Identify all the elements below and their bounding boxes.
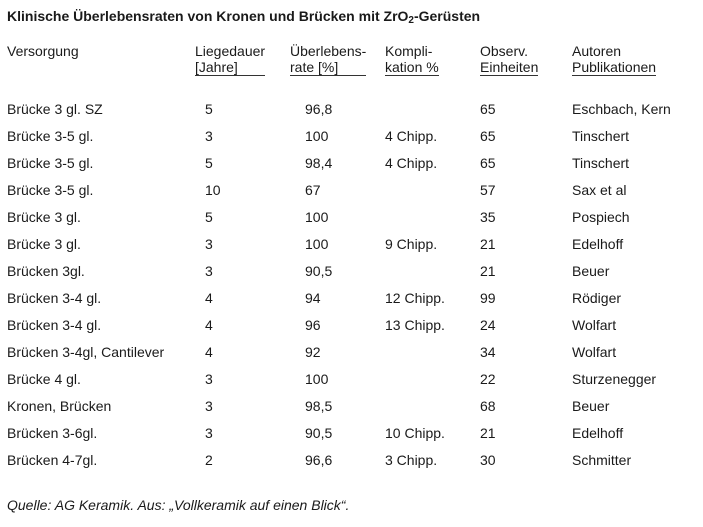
cell-einheiten: 65 — [480, 128, 496, 144]
cell-einheiten: 21 — [480, 263, 496, 279]
header-versorgung: Versorgung — [7, 43, 79, 59]
header-liegedauer: Liegedauer [Jahre] — [195, 43, 266, 75]
cell-liegedauer: 3 — [205, 236, 213, 252]
cell-komplikation: 4 Chipp. — [385, 128, 438, 144]
cell-einheiten: 21 — [480, 236, 496, 252]
cell-liegedauer: 3 — [205, 128, 213, 144]
cell-ueberlebensrate: 96,6 — [305, 452, 333, 468]
cell-versorgung: Brücken 3gl. — [7, 263, 85, 279]
cell-ueberlebensrate: 100 — [305, 209, 329, 225]
cell-ueberlebensrate: 100 — [305, 371, 329, 387]
cell-autoren: Sax et al — [572, 182, 627, 198]
table-row — [0, 398, 703, 425]
cell-ueberlebensrate: 90,5 — [305, 425, 333, 441]
cell-ueberlebensrate: 92 — [305, 344, 321, 360]
cell-einheiten: 30 — [480, 452, 496, 468]
cell-komplikation: 10 Chipp. — [385, 425, 445, 441]
cell-ueberlebensrate: 67 — [305, 182, 321, 198]
cell-versorgung: Brücken 3-4 gl. — [7, 290, 102, 306]
cell-einheiten: 34 — [480, 344, 496, 360]
cell-versorgung: Brücke 3 gl. — [7, 236, 81, 252]
table-row — [0, 209, 703, 236]
cell-autoren: Edelhoff — [572, 425, 624, 441]
table-row — [0, 317, 703, 344]
cell-autoren: Beuer — [572, 263, 610, 279]
cell-liegedauer: 5 — [205, 155, 213, 171]
cell-liegedauer: 5 — [205, 101, 213, 117]
cell-autoren: Pospiech — [572, 209, 630, 225]
cell-ueberlebensrate: 98,5 — [305, 398, 333, 414]
cell-versorgung: Brücke 3-5 gl. — [7, 128, 94, 144]
cell-ueberlebensrate: 94 — [305, 290, 321, 306]
cell-einheiten: 22 — [480, 371, 496, 387]
cell-liegedauer: 4 — [205, 317, 213, 333]
table-row — [0, 344, 703, 371]
cell-autoren: Wolfart — [572, 344, 617, 360]
cell-liegedauer: 5 — [205, 209, 213, 225]
header-ueberlebensrate: Überlebens- rate [%] — [290, 43, 367, 75]
cell-ueberlebensrate: 100 — [305, 128, 329, 144]
cell-versorgung: Brücke 3 gl. SZ — [7, 101, 103, 117]
cell-versorgung: Brücken 4-7gl. — [7, 452, 98, 468]
table-row — [0, 101, 703, 128]
cell-einheiten: 99 — [480, 290, 496, 306]
cell-ueberlebensrate: 98,4 — [305, 155, 333, 171]
cell-ueberlebensrate: 100 — [305, 236, 329, 252]
cell-liegedauer: 3 — [205, 371, 213, 387]
cell-versorgung: Brücke 4 gl. — [7, 371, 81, 387]
cell-versorgung: Brücken 3-4 gl. — [7, 317, 102, 333]
cell-versorgung: Brücke 3-5 gl. — [7, 182, 94, 198]
cell-autoren: Schmitter — [572, 452, 632, 468]
table-title: Klinische Überlebensraten von Kronen und Brücken mit ZrO$_2$-Gerüsten — [7, 8, 481, 26]
cell-komplikation: 4 Chipp. — [385, 155, 438, 171]
cell-komplikation: 9 Chipp. — [385, 236, 438, 252]
table-row — [0, 236, 703, 263]
cell-versorgung: Brücke 3 gl. — [7, 209, 81, 225]
cell-liegedauer: 10 — [205, 182, 221, 198]
cell-einheiten: 57 — [480, 182, 496, 198]
table-row — [0, 263, 703, 290]
cell-einheiten: 68 — [480, 398, 496, 414]
cell-liegedauer: 3 — [205, 263, 213, 279]
table-row — [0, 425, 703, 452]
cell-ueberlebensrate: 90,5 — [305, 263, 333, 279]
cell-autoren: Edelhoff — [572, 236, 624, 252]
cell-versorgung: Brücke 3-5 gl. — [7, 155, 94, 171]
cell-liegedauer: 4 — [205, 290, 213, 306]
cell-versorgung: Kronen, Brücken — [7, 398, 112, 414]
cell-komplikation: 13 Chipp. — [385, 317, 445, 333]
table-row — [0, 155, 703, 182]
cell-autoren: Eschbach, Kern — [572, 101, 671, 117]
cell-liegedauer: 2 — [205, 452, 213, 468]
table-row — [0, 290, 703, 317]
header-observ-einheiten: Observ. Einheiten — [480, 43, 539, 75]
cell-ueberlebensrate: 96 — [305, 317, 321, 333]
table-row — [0, 371, 703, 398]
cell-autoren: Wolfart — [572, 317, 617, 333]
header-autoren: Autoren Publikationen — [572, 43, 657, 75]
cell-autoren: Sturzenegger — [572, 371, 657, 387]
cell-liegedauer: 3 — [205, 398, 213, 414]
cell-einheiten: 21 — [480, 425, 496, 441]
cell-versorgung: Brücken 3-6gl. — [7, 425, 98, 441]
cell-komplikation: 3 Chipp. — [385, 452, 438, 468]
cell-liegedauer: 3 — [205, 425, 213, 441]
source-note: Quelle: AG Keramik. Aus: „Vollkeramik auf einen Blick“. — [7, 497, 350, 513]
table-row — [0, 128, 703, 155]
cell-autoren: Tinschert — [572, 155, 630, 171]
cell-liegedauer: 4 — [205, 344, 213, 360]
cell-einheiten: 35 — [480, 209, 496, 225]
cell-einheiten: 65 — [480, 101, 496, 117]
table-row — [0, 452, 703, 479]
cell-autoren: Tinschert — [572, 128, 630, 144]
cell-autoren: Rödiger — [572, 290, 622, 306]
cell-einheiten: 24 — [480, 317, 496, 333]
cell-autoren: Beuer — [572, 398, 610, 414]
header-komplikation: Kompli- kation % — [385, 43, 439, 75]
cell-ueberlebensrate: 96,8 — [305, 101, 333, 117]
cell-komplikation: 12 Chipp. — [385, 290, 445, 306]
table-row — [0, 182, 703, 209]
cell-versorgung: Brücken 3-4gl, Cantilever — [7, 344, 165, 360]
cell-einheiten: 65 — [480, 155, 496, 171]
